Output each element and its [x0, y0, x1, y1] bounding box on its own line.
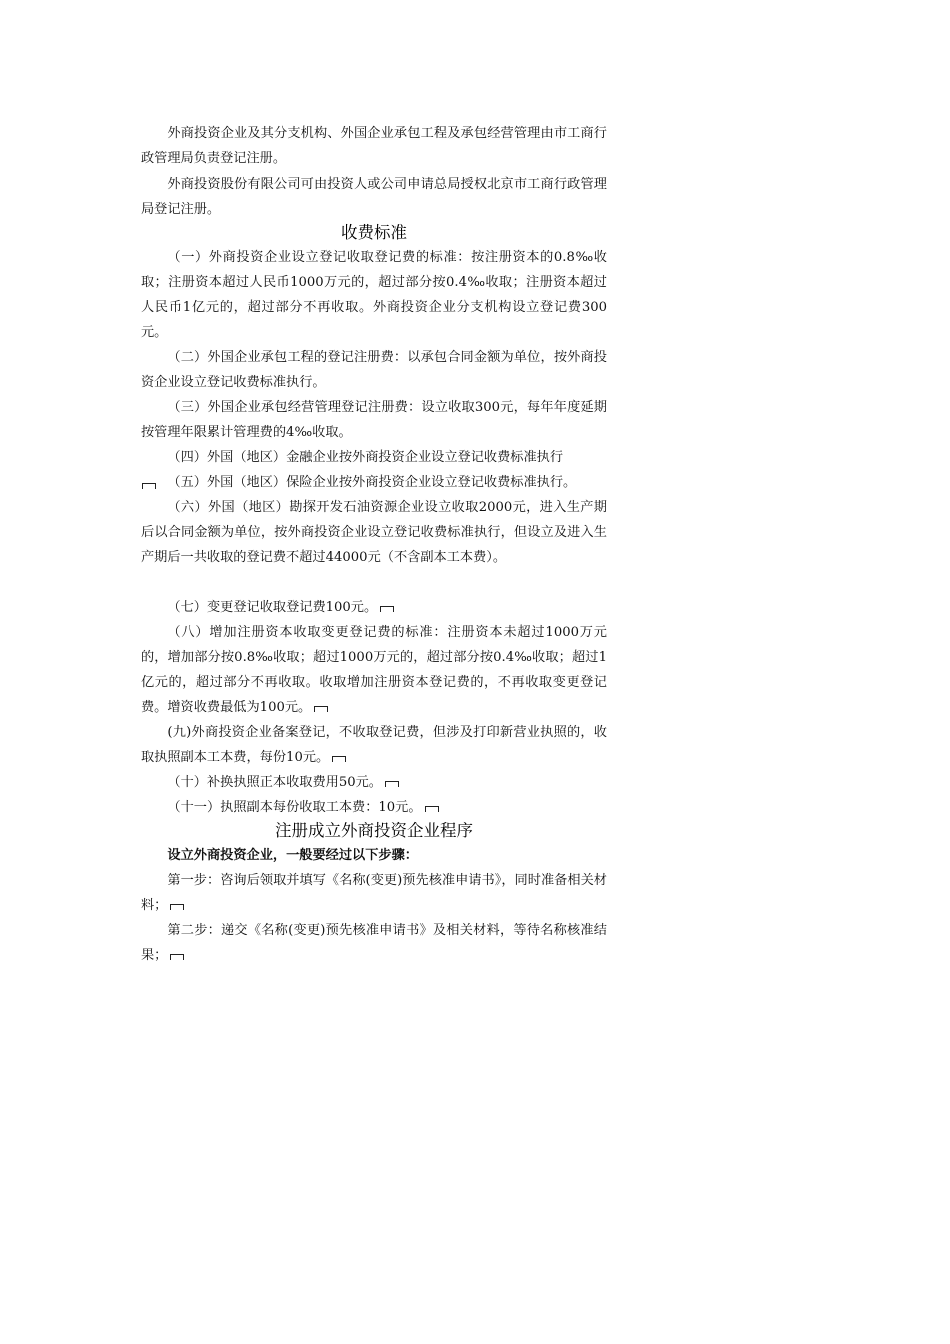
intro-paragraph-1: 外商投资企业及其分支机构、外国企业承包工程及承包经营管理由市工商行政管理局负责登记注册。	[141, 126, 607, 166]
fee-item-2: （二）外国企业承包工程的登记注册费：以承包合同金额为单位，按外商投资企业设立登记收费标准执行。	[141, 350, 607, 390]
paragraph-mark-icon	[385, 781, 399, 787]
fee-item-6: （六）外国（地区）勘探开发石油资源企业设立收取2000元，进入生产期后以合同金额为单位，按外商投资企业设立登记收费标准执行，但设立及进入生产期后一共收取的登记费不超过44000元（不含副本工本费）。	[141, 500, 607, 565]
paragraph-mark-icon	[332, 756, 346, 762]
fee-item-11: （十一）执照副本每份收取工本费：10元。	[141, 795, 607, 820]
fee-item-10: （十）补换执照正本收取费用50元。	[141, 770, 607, 795]
procedure-step-2: 第二步：递交《名称(变更)预先核准申请书》及相关材料，等待名称核准结果；	[141, 923, 607, 963]
fees-heading: 收费标准	[341, 223, 407, 242]
fee-item-8: （八）增加注册资本收取变更登记费的标准：注册资本未超过1000万元的，增加部分按0.8‰收取；超过1000万元的，超过部分按0.4‰收取；超过1亿元的，超过部分不再收取。收取增加注册资本登记费的，不再收取变更登记费。增资收费最低为100元。	[141, 625, 607, 715]
paragraph-mark-icon	[170, 954, 184, 960]
paragraph-mark-icon	[380, 606, 394, 612]
paragraph-mark-icon	[170, 904, 184, 910]
fee-item-5: （五）外国（地区）保险企业按外商投资企业设立登记收费标准执行。	[167, 475, 577, 490]
fee-item-1: （一）外商投资企业设立登记收取登记费的标准：按注册资本的0.8‰收取；注册资本超过人民币1000万元的，超过部分按0.4‰收取；注册资本超过人民币1亿元的，超过部分不再收取。外商投资企业分支机构设立登记费300元。	[141, 250, 607, 340]
fee-item-4: （四）外国（地区）金融企业按外商投资企业设立登记收费标准执行	[167, 450, 564, 465]
fee-item-3: （三）外国企业承包经营管理登记注册费：设立收取300元，每年年度延期按管理年限累计管理费的4‰收取。	[141, 400, 607, 440]
paragraph-mark-icon	[314, 706, 328, 712]
intro-paragraph-2: 外商投资股份有限公司可由投资人或公司申请总局授权北京市工商行政管理局登记注册。	[141, 177, 607, 217]
procedure-lead: 设立外商投资企业，一般要经过以下步骤：	[167, 848, 418, 863]
procedure-heading: 注册成立外商投资企业程序	[275, 821, 473, 840]
procedure-step-1: 第一步：咨询后领取并填写《名称(变更)预先核准申请书》，同时准备相关材料；	[141, 873, 607, 913]
paragraph-mark-icon	[425, 806, 439, 812]
fee-item-7: （七）变更登记收取登记费100元。	[141, 595, 607, 620]
fee-item-9: (九)外商投资企业备案登记，不收取登记费，但涉及打印新营业执照的，收取执照副本工本费，每份10元。	[141, 725, 607, 765]
